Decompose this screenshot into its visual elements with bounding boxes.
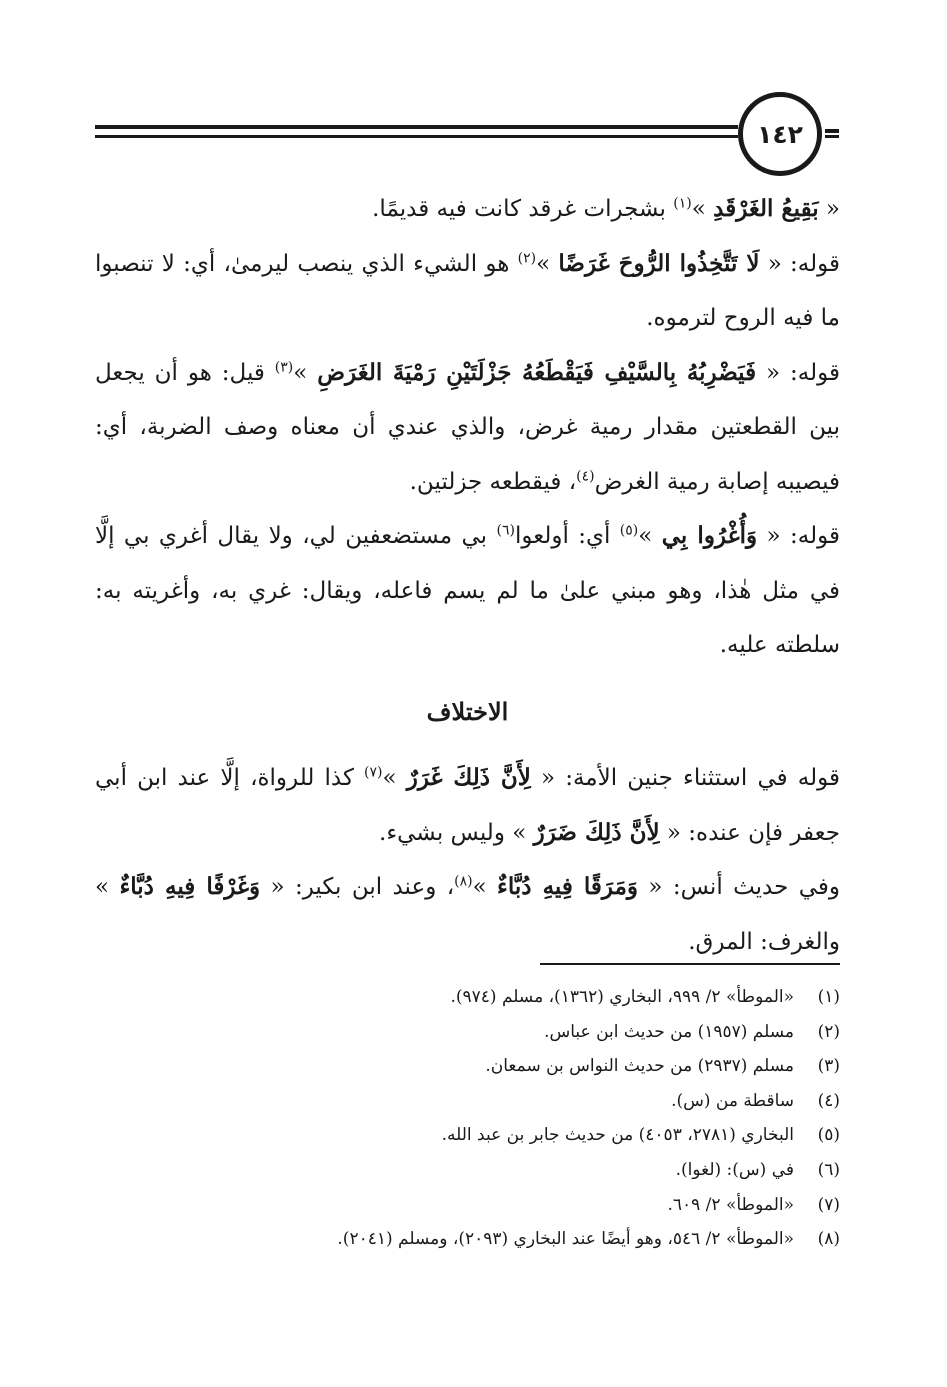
text-run: ، فيقطعه جزلتين. <box>409 468 577 495</box>
paragraph <box>95 509 840 673</box>
footnote-marker: (٦) <box>496 522 515 539</box>
footnote-number: (٥) <box>817 1125 840 1146</box>
footnote-separator <box>540 963 840 965</box>
footnote-text: في (س): (لغوا). <box>675 1159 794 1180</box>
footnote <box>95 1015 840 1050</box>
text-run: » <box>638 523 662 549</box>
text-run: بي مستضعفين لي، ولا يقال أغري بي إلَّا في مثل هٰذا، وهو مبني علىٰ ما لم يسم فاعله، ويقال: غري به، وأغريته به: سلطته عليه. <box>95 523 840 658</box>
footnote <box>95 1153 840 1188</box>
text-run: » <box>691 196 714 222</box>
header-rule <box>95 135 738 138</box>
text-run: » والغرف: المرق. <box>95 874 840 955</box>
text-run: كذا للرواة، إلَّا عند ابن أبي جعفر فإن عنده: « <box>95 765 840 846</box>
footnote-text: «الموطأ» ٢/ ٩٩٩، البخاري (١٣٦٢)، مسلم (٩٧٤). <box>450 987 794 1007</box>
footnote-marker: (٧) <box>364 764 383 781</box>
footnote-number: (٨) <box>817 1229 840 1250</box>
footnote-marker: (٤) <box>576 467 595 484</box>
footnote-number: (٦) <box>817 1159 840 1180</box>
paragraph <box>95 182 840 237</box>
paragraphs <box>95 182 840 673</box>
footnote-text: «الموطأ» ٢/ ٦٠٩. <box>667 1194 794 1215</box>
footnote-text: مسلم (٢٩٣٧) من حديث النواس بن سمعان. <box>485 1056 794 1077</box>
footnote-marker: (٨) <box>454 873 473 890</box>
text-run: » <box>536 250 559 277</box>
text-run: قيل: هو أن يجعل بين القطعتين مقدار رمية غرض، والذي عندي أن معناه وصف الضربة، أي: فيصيبه إصابة رمية الغرض <box>95 359 840 495</box>
paragraph <box>95 860 840 969</box>
footnote-number: (٢) <box>817 1021 840 1042</box>
paragraph <box>95 237 840 346</box>
footnote-number: (٧) <box>817 1194 840 1215</box>
footnote <box>95 1049 840 1084</box>
footnotes <box>95 980 840 1257</box>
text-run: وفي حديث أنس: « <box>638 874 840 900</box>
text-run: ، وعند ابن بكير: « <box>260 874 455 900</box>
footnote <box>95 980 840 1015</box>
footnote-number: (١) <box>817 987 840 1007</box>
footnote <box>95 1222 840 1257</box>
footnote-number: (٤) <box>817 1090 840 1111</box>
footnote <box>95 1188 840 1223</box>
quoted-hadith: بَقِيعُ الغَرْقَدِ <box>713 195 819 222</box>
section-heading: الاختلاف <box>426 696 509 726</box>
text-run: « <box>818 196 840 222</box>
paragraph <box>95 346 840 510</box>
text-run: هو الشيء الذي ينصب ليرمىٰ، أي: لا تنصبوا ما فيه الروح لترموه. <box>95 250 840 331</box>
text-run: قوله: « <box>759 250 840 277</box>
main-text <box>95 182 840 969</box>
footnote-text: «الموطأ» ٢/ ٥٤٦، وهو أيضًا عند البخاري (٢٠٩٣)، ومسلم (٢٠٤١). <box>337 1229 794 1250</box>
quoted-hadith: فَيَضْرِبُهُ بِالسَّيْفِ فَيَقْطَعُهُ جَزْلَتَيْنِ رَمْيَةَ الغَرَضِ <box>317 358 757 386</box>
footnote-marker: (٢) <box>517 249 537 266</box>
text-run: قوله: « <box>757 523 840 549</box>
footnote <box>95 1118 840 1153</box>
paragraph <box>95 751 840 860</box>
text-run: بشجرات غرقد كانت فيه قديمًا. <box>372 196 674 222</box>
footnote-marker: (١) <box>673 195 692 212</box>
header-rule <box>825 135 839 138</box>
text-run: قوله في استثناء جنين الأمة: « <box>530 765 840 791</box>
page-number: ١٤٢ <box>738 92 822 176</box>
footnote-text: ساقطة من (س). <box>671 1090 794 1111</box>
quoted-hadith: وَأُغْرُوا بِي <box>661 522 758 549</box>
quoted-hadith: لِأَنَّ ذَلِكَ غَرَرٌ <box>406 764 531 791</box>
quoted-hadith: وَغَرْفًا فِيهِ دُبَّاءٌ <box>119 873 261 900</box>
text-run: » وليس بشيء. <box>379 819 534 846</box>
footnote-number: (٣) <box>817 1056 840 1077</box>
footnote <box>95 1084 840 1119</box>
footnote-text: مسلم (١٩٥٧) من حديث ابن عباس. <box>544 1021 794 1042</box>
footnote-text: البخاري (٢٧٨١، ٤٠٥٣) من حديث جابر بن عبد الله. <box>441 1125 794 1146</box>
header-rule <box>825 129 839 133</box>
text-run: قوله: « <box>756 359 840 386</box>
text-run: أي: أولعوا <box>514 523 620 549</box>
header-rule <box>95 125 738 129</box>
text-run: » <box>472 874 498 900</box>
quoted-hadith: وَمَرَقًا فِيهِ دُبَّاءٌ <box>497 873 639 900</box>
paragraphs <box>95 751 840 969</box>
footnote-marker: (٥) <box>619 522 639 539</box>
footnote-marker: (٣) <box>274 358 294 375</box>
text-run: » <box>293 359 318 386</box>
text-run: » <box>382 765 407 791</box>
quoted-hadith: لِأَنَّ ذَلِكَ ضَرَرٌ <box>533 818 660 846</box>
quoted-hadith: لَا تَتَّخِذُوا الرُّوحَ غَرَضًا <box>558 249 760 277</box>
